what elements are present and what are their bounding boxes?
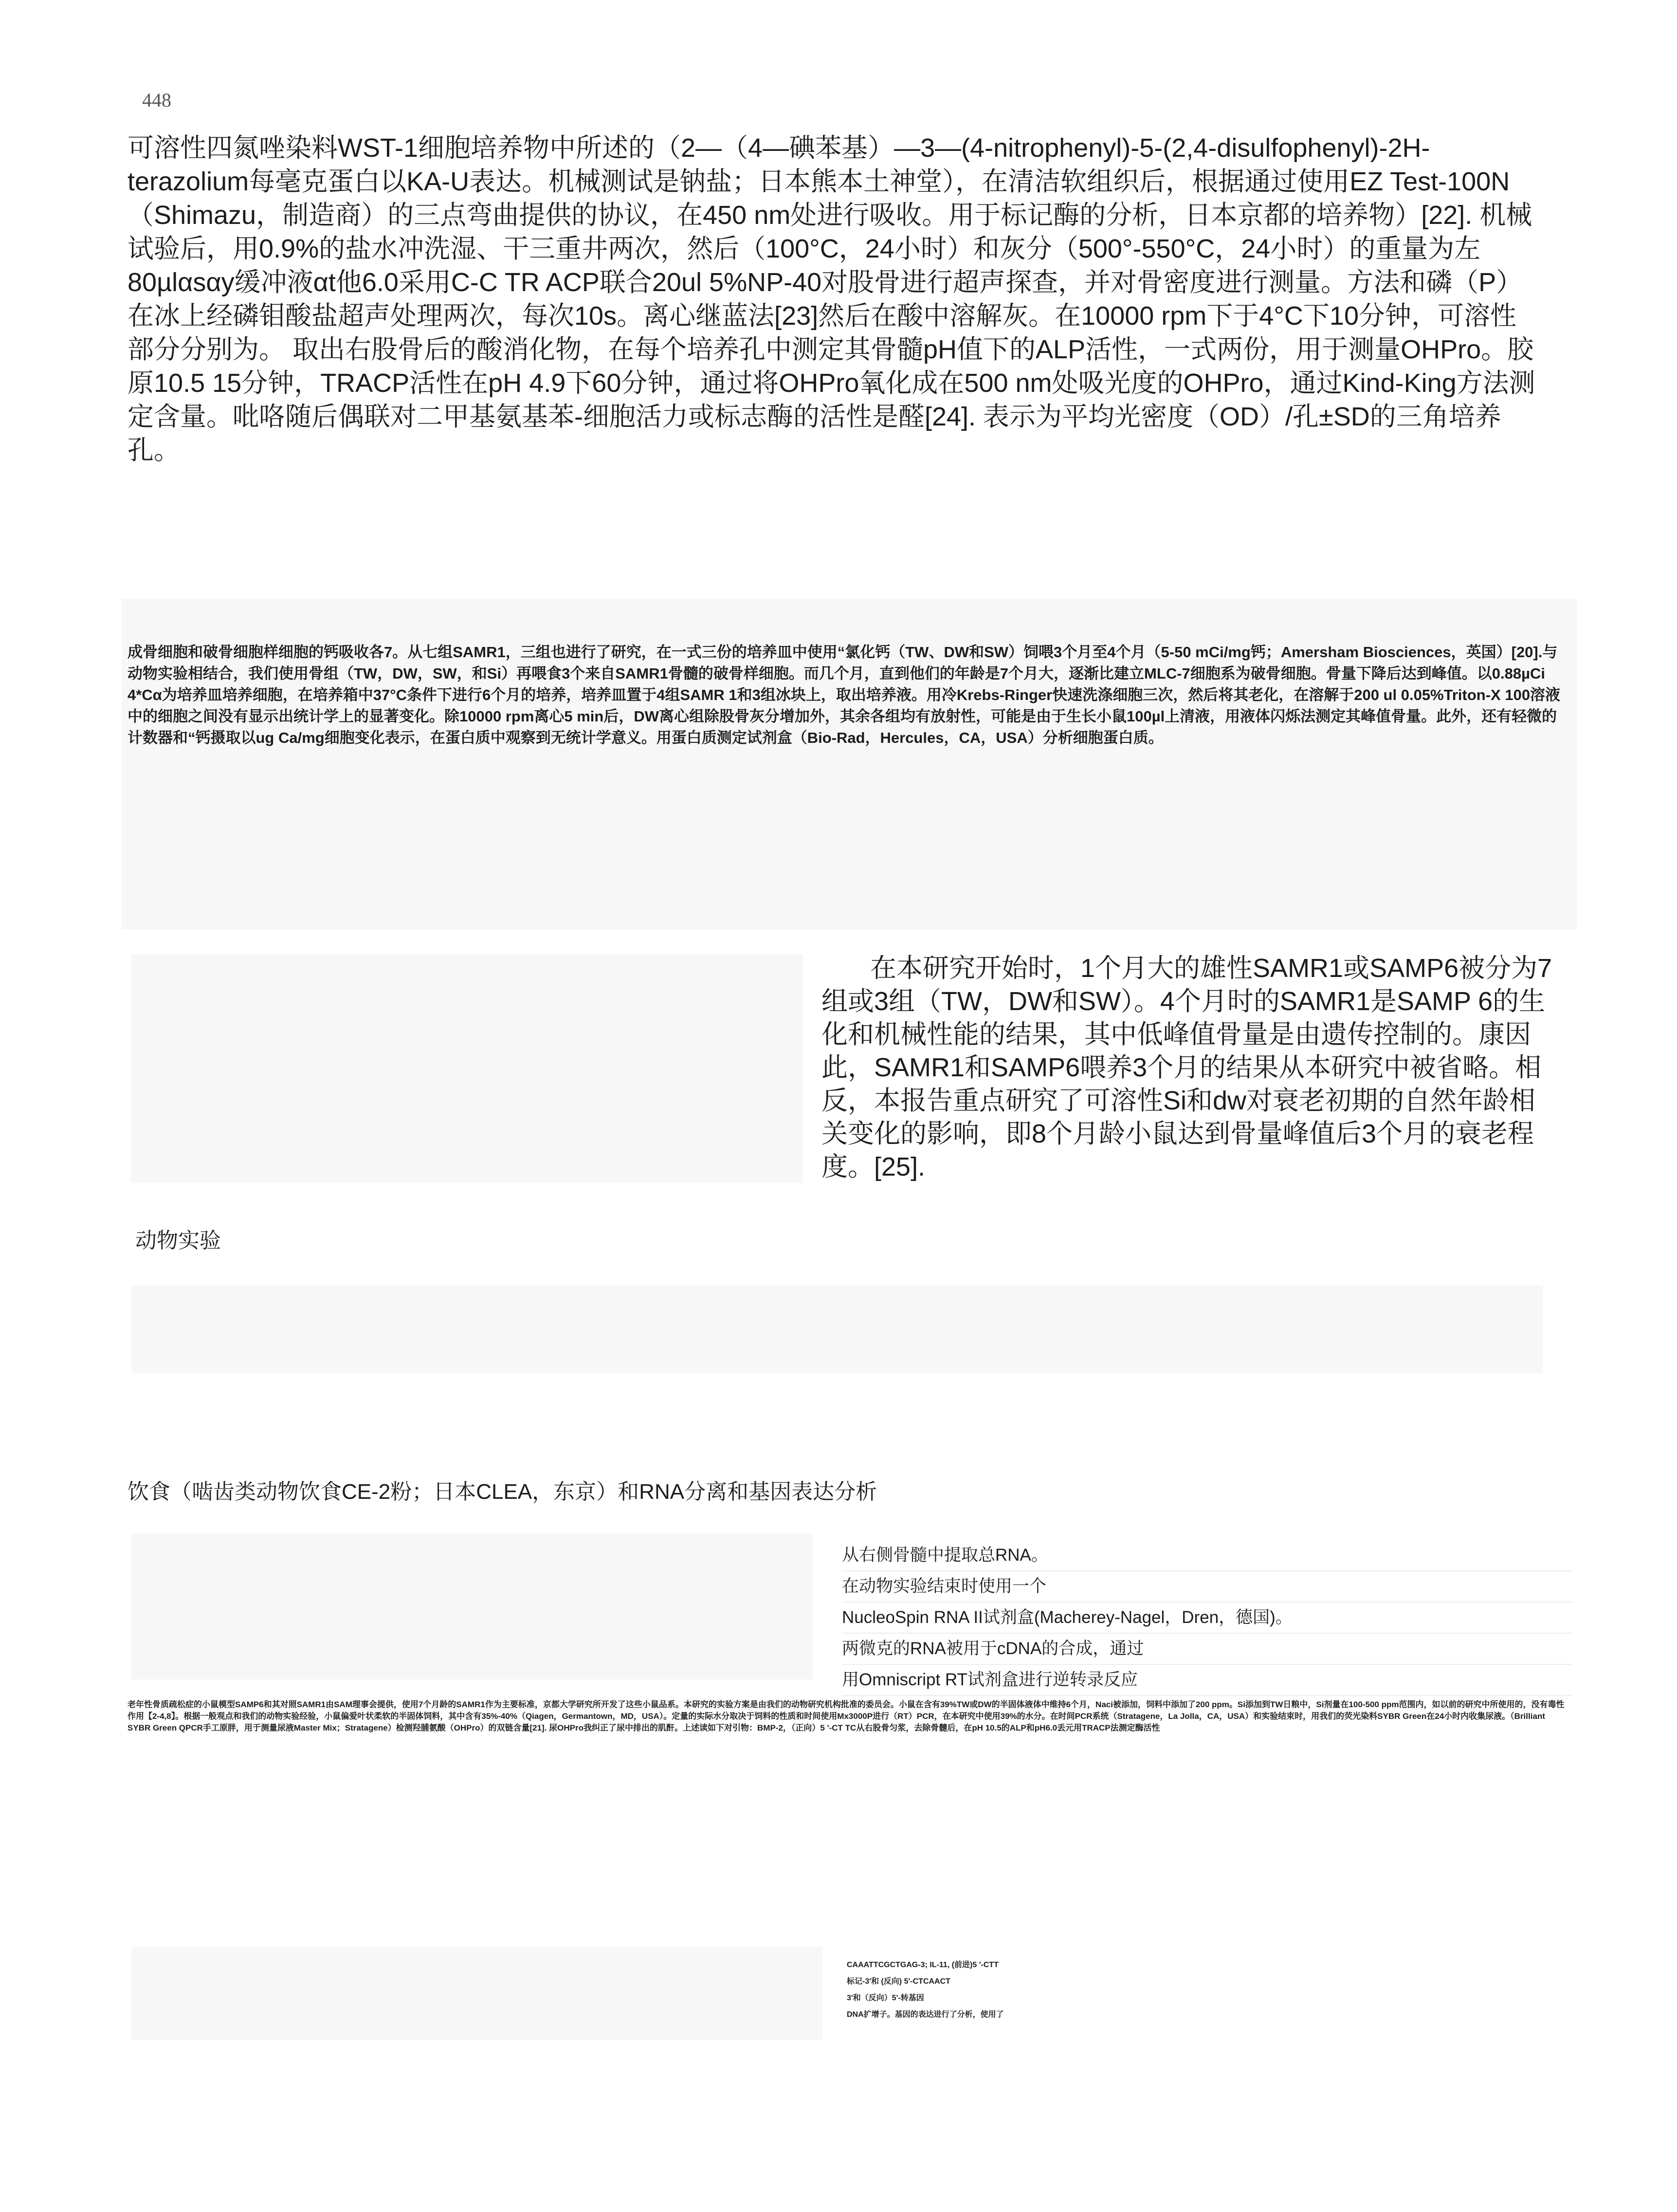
text-line: NucleoSpin RNA II试剂盒(Macherey-Nagel，Dren，德国)。: [842, 1603, 1572, 1634]
methods-paragraph: 可溶性四氮唑染料WST-1细胞培养物中所述的（2—（4—碘苯基）—3—(4-nitrophenyl)-5-(2,4-disulfophenyl)-2H-terazolium每毫克蛋白以KA-U表达。机械测试是钠盐；日本熊本土神堂），在清洁软组织后，根据通过使用EZ Test-100N（Shimazu，制造商）的三点弯曲提供的协议，在450 nm处进行吸收。用于标记酶的分析，日本京都的培养物）[22]. 机械试验后，用0.9%的盐水冲洗湿、干三重井两次，然后（100°C，24小时）和灰分（500°-550°C，24小时）的重量为左80µlαsαy缓冲液αt他6.0采用C-C TR ACP联合20ul 5%NP-40对股骨进行超声探查，并对骨密度进行测量。方法和磷（P）在冰上经磷钼酸盐超声处理两次，每次10s。离心继蓝法[23]然后在酸中溶解灰。在10000 rpm下于4°C下10分钟，可溶性部分分别为。 取出右股骨后的酸消化物，在每个培养孔中测定其骨髓pH值下的ALP活性，一式两份，用于测量OHPro。胶原10.5 15分钟，TRACP活性在pH 4.9下60分钟，通过将OHPro氧化成在500 nm处吸光度的OHPro，通过Kind-King方法测定含量。吡咯随后偶联对二甲基氨基苯-细胞活力或标志酶的活性是醛[24]. 表示为平均光密度（OD）/孔±SD的三角培养孔。: [128, 133, 1535, 465]
text-line: CAAATTCGCTGAG-3; IL-11, (前进)5 '-CTT: [847, 1961, 999, 1969]
animal-experiment-heading: 动物实验: [135, 1229, 221, 1253]
scan-shade: [131, 954, 803, 1183]
rna-extraction-lines: [842, 1540, 1572, 1696]
text-line: 用Omniscript RT试剂盒进行逆转录反应: [842, 1665, 1572, 1696]
scan-shade: [131, 1285, 1543, 1373]
text-line: 标记-3'和 (反向) 5'-CTCAACT: [847, 1977, 950, 1986]
text-line: DNA扩增子。基因的表达进行了分析，使用了: [847, 2010, 1004, 2019]
scan-shade: [131, 1533, 813, 1679]
calcium-uptake-paragraph: 成骨细胞和破骨细胞样细胞的钙吸收各7。从七组SAMR1，三组也进行了研究，在一式三份的培养皿中使用“氯化钙（TW、DW和SW）饲喂3个月至4个月（5-50 mCi/mg钙；Amersham Biosciences，英国）[20].与动物实验相结合，我们使用骨组（TW，DW，SW，和Si）再喂食3个来自SAMR1骨髓的破骨样细胞。而几个月，直到他们的年龄是7个月大，逐渐比建立MLC-7细胞系为破骨细胞。骨量下降后达到峰值。以0.88µCi 4*Cα为培养皿培养细胞，在培养箱中37°C条件下进行6个月的培养，培养皿置于4组SAMR 1和3组冰块上，取出培养液。用冷Krebs-Ringer快速洗涤细胞三次，然后将其老化，在溶解于200 ul 0.05%Triton-X 100溶液中的细胞之间没有显示出统计学上的显著变化。除10000 rpm离心5 min后，DW离心组除股骨灰分增加外，其余各组均有放射性，可能是由于生长小鼠100µl上清液，用液体闪烁法测定其峰值骨量。此外，还有轻微的计数器和“钙摄取以ug Ca/mg细胞变化表示，在蛋白质中观察到无统计学意义。用蛋白质测定试剂盒（Bio-Rad，Hercules，CA，USA）分析细胞蛋白质。: [128, 644, 1561, 746]
study-design-paragraph: 在本研究开始时，1个月大的雄性SAMR1或SAMP6被分为7组或3组（TW，DW和SW）。4个月时的SAMR1是SAMP 6的生化和机械性能的结果，其中低峰值骨量是由遗传控制的。康因此，SAMR1和SAMP6喂养3个月的结果从本研究中被省略。相反，本报告重点研究了可溶性Si和dw对衰老初期的自然年龄相关变化的影响，即8个月龄小鼠达到骨量峰值后3个月的衰老程度。[25].: [821, 954, 1552, 1181]
animal-methods-small-paragraph: 老年性骨质疏松症的小鼠模型SAMP6和其对照SAMR1由SAM理事会提供，使用7个月龄的SAMR1作为主要标准，京都大学研究所开发了这些小鼠品系。本研究的实验方案是由我们的动物研究机构批准的委员会。小鼠在含有39%TW或DW的半固体液体中维持6个月，Naci被添加，饲料中添加了200 ppm。Si添加到TW日粮中，Si剂量在100-500 ppm范围内，如以前的研究中所使用的，没有毒性作用【2-4,8】。根据一般观点和我们的动物实验经验，小鼠偏爱叶状柔软的半固体饲料，其中含有35%-40%（Qiagen，Germantown，MD，USA）。定量的实际水分取决于饲料的性质和时间使用Mx3000P进行（RT）PCR，在本研究中使用39%的水分。在时间PCR系统（Stratagene，La Jolla，CA，USA）和实验结束时，用我们的荧光染料SYBR Green在24小时内收集尿液。（Brilliant SYBR Green QPCR手工原胖，用于测量尿液Master Mix；Stratagene）检测羟脯氨酸（OHPro）的双链含量[21]. 尿OHPro我纠正了尿中排出的肌酐。上述读如下对引物：BMP-2，（正向）5 '-CT TC从右股骨匀浆，去除骨髓后，在pH 10.5的ALP和pH6.0丢元用TRACP法测定酶活性: [128, 1700, 1565, 1733]
text-line: 两微克的RNA被用于cDNA的合成，通过: [842, 1634, 1572, 1665]
primer-lines: [847, 1957, 1187, 2023]
page-number: 448: [142, 89, 171, 111]
text-line: 3'和（反向）5'-转基因: [847, 1994, 924, 2002]
text-line: 在动物实验结束时使用一个: [842, 1571, 1572, 1603]
diet-rna-heading: 饮食（啮齿类动物饮食CE-2粉；日本CLEA，东京）和RNA分离和基因表达分析: [128, 1480, 877, 1504]
text-line: 从右侧骨髓中提取总RNA。: [842, 1540, 1572, 1571]
scan-shade: [131, 1947, 822, 2040]
